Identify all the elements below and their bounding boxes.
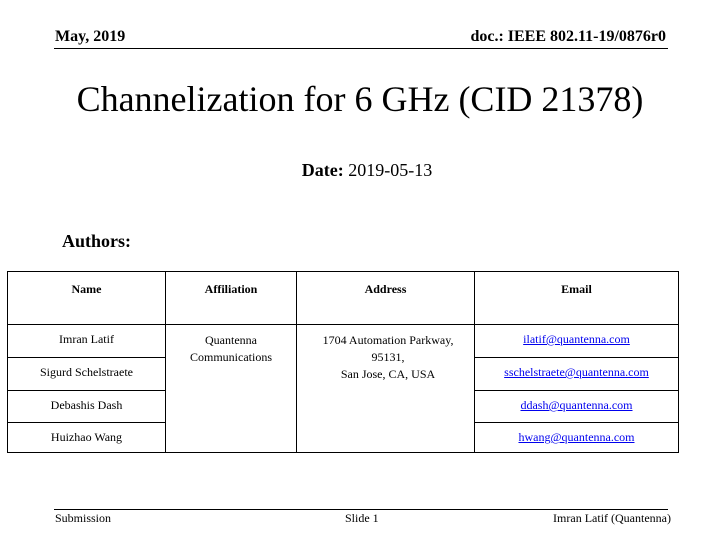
col-header-name: Name [8,272,166,325]
author-name: Huizhao Wang [8,423,166,453]
table-header-row [8,272,679,325]
col-header-email: Email [475,272,679,325]
footer-author: Imran Latif (Quantenna) [553,511,671,525]
authors-table [7,271,679,453]
affiliation-line: Quantenna [205,333,257,347]
slide-title: Channelization for 6 GHz (CID 21378) [76,79,644,119]
author-email-link[interactable]: ilatif@quantenna.com [523,332,630,346]
col-header-address: Address [297,272,475,325]
header-date: May, 2019 [55,28,126,45]
author-email-link[interactable]: ddash@quantenna.com [520,398,633,412]
footer-submission: Submission [55,511,112,525]
header-divider [54,48,668,49]
author-address [297,325,475,453]
affiliation-line: Communications [190,350,272,364]
footer-divider [54,509,668,510]
author-email-link[interactable]: hwang@quantenna.com [518,430,635,444]
col-header-affiliation: Affiliation [166,272,297,325]
header-doc-id: doc.: IEEE 802.11-19/0876r0 [470,28,666,45]
author-email-cell [475,325,679,358]
author-email-cell [475,358,679,391]
author-email-cell [475,423,679,453]
author-email-cell [475,391,679,423]
address-line: 1704 Automation Parkway, [322,333,454,347]
date-value: 2019-05-13 [343,160,433,180]
author-name: Debashis Dash [8,391,166,423]
author-name: Imran Latif [8,325,166,358]
footer-slide-number: Slide 1 [345,511,379,525]
author-email-link[interactable]: sschelstraete@quantenna.com [504,365,649,379]
address-line: San Jose, CA, USA [340,367,436,381]
author-name: Sigurd Schelstraete [8,358,166,391]
table-row [8,325,679,358]
address-line: 95131, [371,350,405,364]
date-line [0,160,720,181]
author-affiliation [166,325,297,453]
date-label: Date: [301,160,344,180]
authors-heading: Authors: [62,231,132,251]
